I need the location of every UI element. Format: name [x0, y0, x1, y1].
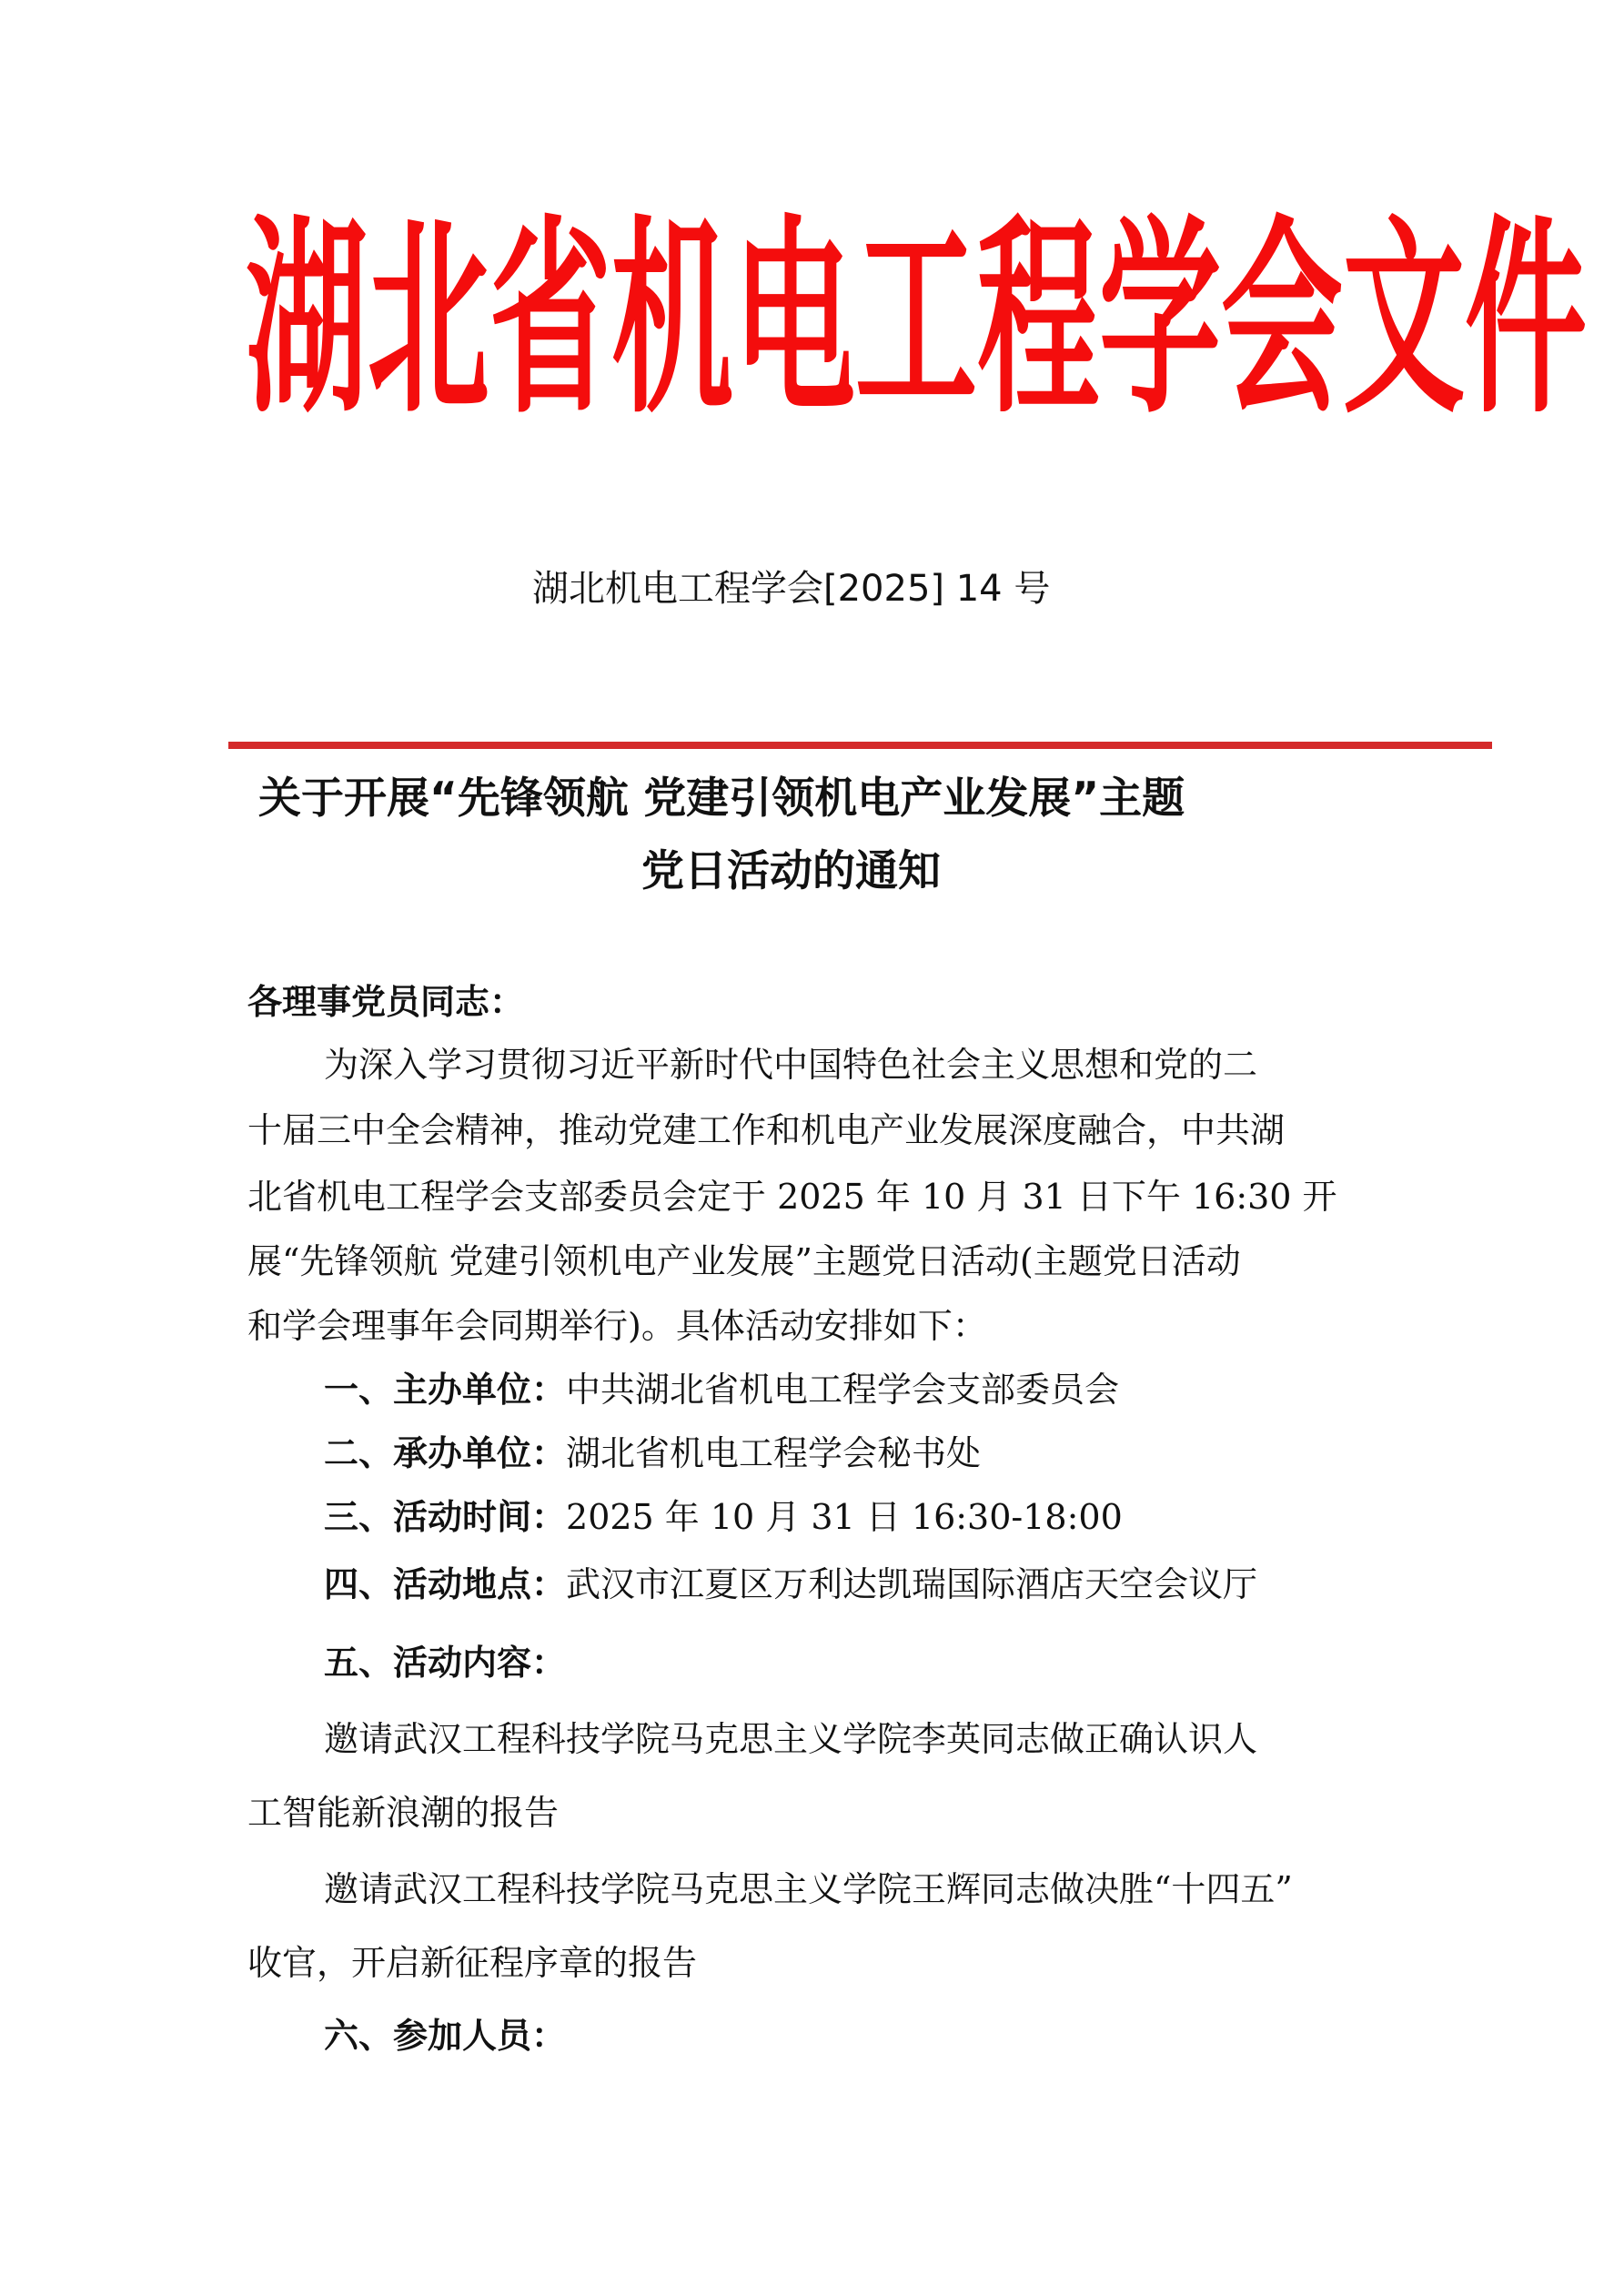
item-time [324, 1494, 1123, 1540]
item-label: 五、活动内容： [324, 1643, 567, 1683]
item-label: 一、主办单位： [324, 1370, 567, 1410]
content-line: 收官，开启新征程序章的报告 [247, 1943, 698, 1983]
content-line: 邀请武汉工程科技学院马克思主义学院李英同志做正确认识人 [324, 1719, 1258, 1759]
red-divider-line [228, 742, 1492, 749]
intro-line: 为深入学习贯彻习近平新时代中国特色社会主义思想和党的二 [324, 1045, 1258, 1085]
intro-line: 北省机电工程学会支部委员会定于 2025 年 10 月 31 日下午 16:30 开 [247, 1177, 1337, 1217]
document-number: 湖北机电工程学会[2025] 14 号 [532, 568, 1051, 610]
item-content [324, 1640, 566, 1685]
participants-label: 六、参加人员： [324, 2016, 567, 2056]
item-value: 武汉市江夏区万利达凯瑞国际酒店天空会议厅 [566, 1564, 1258, 1604]
item-value: 中共湖北省机电工程学会支部委员会 [566, 1370, 1120, 1410]
notice-title-line-2: 党日活动的通知 [641, 846, 941, 896]
item-value: 湖北省机电工程学会秘书处 [566, 1433, 982, 1473]
item-value: 2025 年 10 月 31 日 16:30-18:00 [566, 1497, 1123, 1537]
notice-title-line-1: 关于开展“先锋领航 党建引领机电产业发展”主题 [258, 774, 1185, 824]
item-label: 三、活动时间： [324, 1497, 567, 1537]
item-label: 二、承办单位： [324, 1433, 567, 1473]
item-host [324, 1431, 981, 1476]
intro-line: 十届三中全会精神，推动党建工作和机电产业发展深度融合，中共湖 [247, 1110, 1286, 1150]
org-document-header: 湖北省机电工程学会文件 [246, 205, 1588, 438]
intro-line: 展“先锋领航 党建引领机电产业发展”主题党日活动(主题党日活动 [247, 1241, 1241, 1281]
item-organizer [324, 1367, 1119, 1412]
content-line: 工智能新浪潮的报告 [247, 1793, 560, 1833]
item-location [324, 1562, 1257, 1607]
salutation: 各理事党员同志： [247, 982, 525, 1022]
item-label: 四、活动地点： [324, 1564, 567, 1604]
intro-line: 和学会理事年会同期举行)。具体活动安排如下： [247, 1306, 987, 1346]
content-line: 邀请武汉工程科技学院马克思主义学院王辉同志做决胜“十四五” [324, 1869, 1293, 1909]
